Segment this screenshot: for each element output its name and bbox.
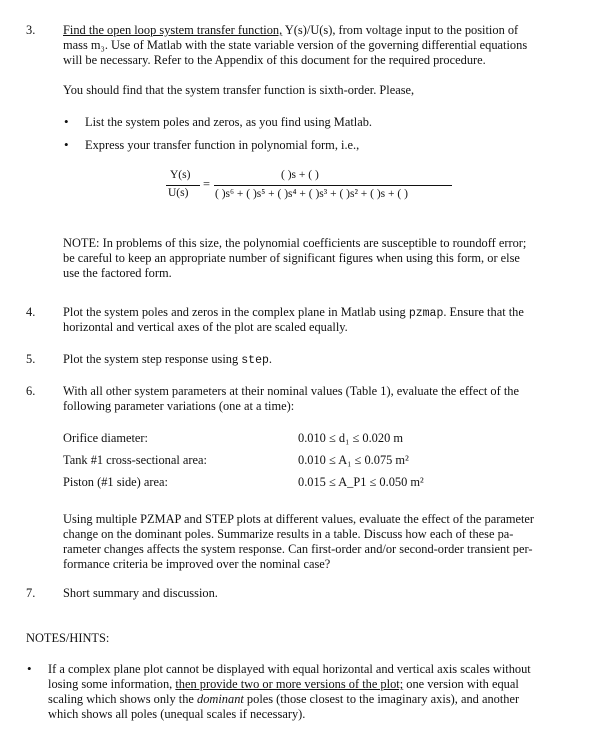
- param-range-orifice: 0.010 ≤ d₁ ≤ 0.020 m: [298, 431, 403, 445]
- item-3-bullet-1: List the system poles and zeros, as you find using Matlab.: [85, 115, 373, 129]
- item-7-number: 7.: [26, 586, 36, 600]
- notes-line-3: [48, 692, 588, 707]
- item-6-line-2: following parameter variations (one at a time):: [63, 399, 295, 413]
- item-6-line-1: With all other system parameters at their nominal values (Table 1), evaluate the effect of the: [63, 384, 519, 398]
- item-3-line-3: will be necessary. Refer to the Appendix of this document for the required procedure.: [63, 53, 486, 67]
- item-4-code: pzmap: [408, 307, 444, 320]
- param-label-orifice: Orifice diameter:: [63, 431, 148, 445]
- item-4-line-1-b: . Ensure that the: [443, 305, 524, 319]
- item-3-line-1-rest: Y(s)/U(s), from voltage input to the position of: [282, 23, 519, 37]
- item-3-number: 3.: [26, 23, 36, 37]
- notes-line-2: [48, 677, 588, 692]
- item-6-para-line-4: formance criteria be improved over the nominal case?: [63, 557, 331, 571]
- item-5-text: [63, 352, 583, 368]
- item-6-para-line-2: change on the dominant poles. Summarize results in a table. Discuss how each of these pa-: [63, 527, 514, 541]
- item-5-text-a: Plot the system step response using: [63, 352, 242, 366]
- notes-line-2-a: losing some information,: [48, 677, 176, 691]
- item-3-line-1: [63, 23, 583, 38]
- param-range-tank: 0.010 ≤ A₁ ≤ 0.075 m²: [298, 453, 409, 467]
- item-6-para-line-1: Using multiple PZMAP and STEP plots at different values, evaluate the effect of the parameter: [63, 512, 535, 526]
- notes-link-text: then provide two or more versions of the plot;: [175, 677, 404, 691]
- notes-line-3-a: scaling which shows only the: [48, 692, 198, 706]
- notes-line-4: which shows all poles (unequal scales if necessary).: [48, 707, 306, 721]
- notes-heading: NOTES/HINTS:: [26, 631, 110, 645]
- item-5-text-b: .: [268, 352, 272, 366]
- formula-lhs-denominator: U(s): [168, 187, 189, 199]
- notes-line-3-emphasis: dominant: [197, 692, 244, 706]
- param-label-tank: Tank #1 cross-sectional area:: [63, 453, 207, 467]
- bullet-icon: •: [64, 137, 69, 152]
- item-3-sixth-order-note: You should find that the system transfer function is sixth-order. Please,: [63, 83, 415, 97]
- bullet-icon: •: [27, 661, 32, 676]
- param-label-piston: Piston (#1 side) area:: [63, 475, 168, 489]
- item-6-number: 6.: [26, 384, 36, 398]
- item-3-bullet-2: Express your transfer function in polynomial form, i.e.,: [85, 138, 360, 152]
- formula-rhs-numerator: ( )s + ( ): [281, 169, 319, 181]
- notes-line-2-b: one version with equal: [403, 677, 519, 691]
- item-3-line-2: mass m₃. Use of Matlab with the state variable version of the governing differential equations: [63, 38, 528, 52]
- formula-lhs-numerator: Y(s): [170, 169, 191, 181]
- item-4-line-1: [63, 305, 583, 321]
- item-7-text: Short summary and discussion.: [63, 586, 218, 600]
- item-5-number: 5.: [26, 352, 36, 366]
- item-4-number: 4.: [26, 305, 36, 319]
- item-3-note-line-3: use the factored form.: [63, 266, 172, 280]
- item-4-line-2: horizontal and vertical axes of the plot are scaled equally.: [63, 320, 348, 334]
- item-5-code: step: [241, 354, 269, 367]
- item-3-link-text: Find the open loop system transfer function,: [63, 23, 283, 37]
- formula-rhs-bar: [214, 185, 452, 186]
- item-3-note-line-1: NOTE: In problems of this size, the polynomial coefficients are susceptible to roundoff error;: [63, 236, 527, 250]
- formula-rhs-denominator: ( )s⁶ + ( )s⁵ + ( )s⁴ + ( )s³ + ( )s² + ( )s + ( ): [215, 188, 408, 200]
- param-range-piston: 0.015 ≤ A_P1 ≤ 0.050 m²: [298, 475, 424, 489]
- bullet-icon: •: [64, 114, 69, 129]
- item-6-para-line-3: rameter changes affects the system response. Can first-order and/or second-order transient per-: [63, 542, 533, 556]
- notes-line-3-b: poles (those closest to the imaginary axis), and another: [243, 692, 520, 706]
- item-3-note-line-2: be careful to keep an appropriate number of significant figures when using this form, or else: [63, 251, 520, 265]
- item-4-line-1-a: Plot the system poles and zeros in the complex plane in Matlab using: [63, 305, 409, 319]
- formula-equals: =: [203, 177, 210, 191]
- notes-line-1: If a complex plane plot cannot be displayed with equal horizontal and vertical axis scales without: [48, 662, 531, 676]
